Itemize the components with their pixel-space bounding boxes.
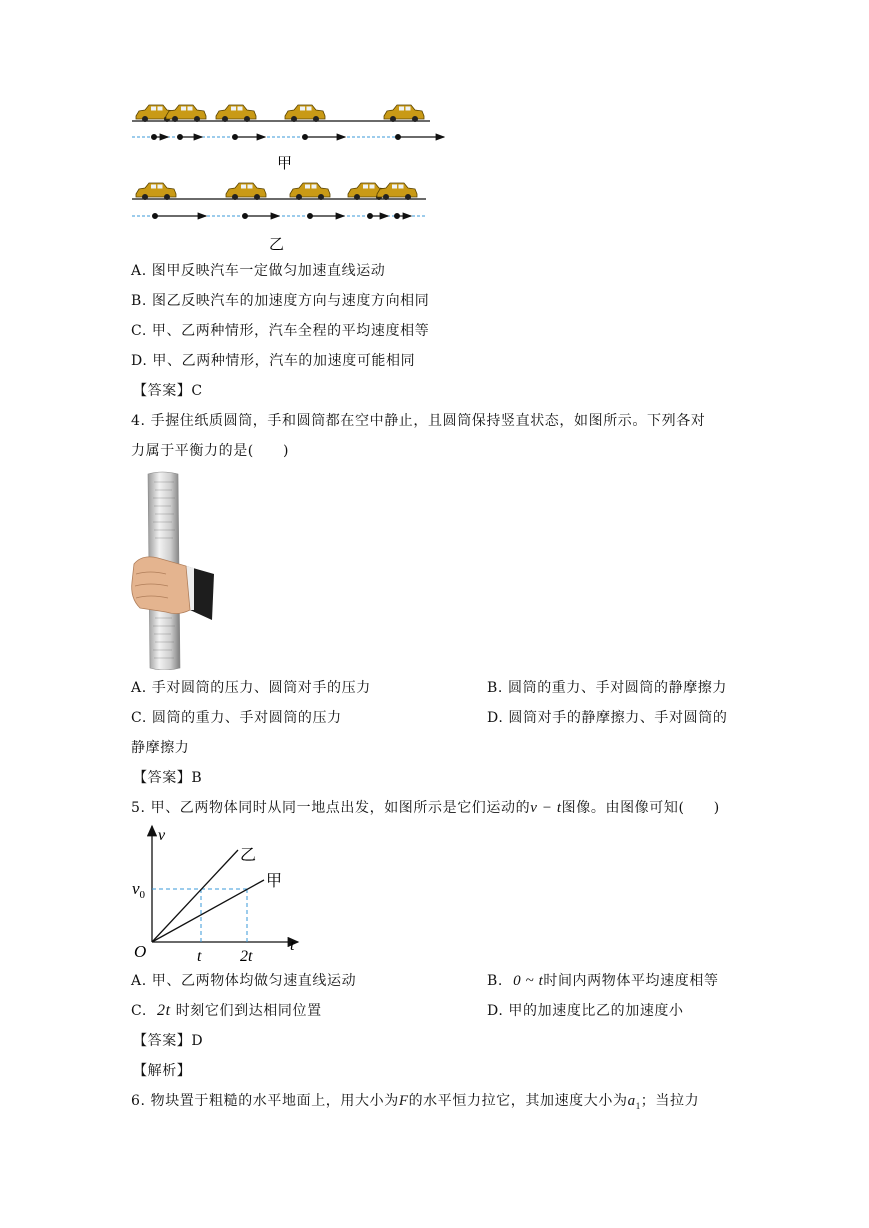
q4-option-d: D. 圆筒对手的静摩擦力、手对圆筒的 <box>487 710 728 726</box>
axis-t-label: t <box>290 937 295 954</box>
q6-stem: 6. 物块置于粗糙的水平地面上，用大小为F的水平恒力拉它，其加速度大小为$a_1$；当拉力 <box>131 1093 700 1111</box>
q4-stem-line1: 4. 手握住纸质圆筒，手和圆筒都在空中静止，且圆筒保持竖直状态，如图所示。下列各对 <box>131 413 706 429</box>
q5-answer: 【答案】D <box>133 1033 204 1049</box>
q4-stem-line2: 力属于平衡力的是( ) <box>131 443 290 459</box>
q5-stem-prefix: 5. 甲、乙两物体同时从同一地点出发，如图所示是它们运动的 <box>131 800 531 816</box>
axis-v-label: v <box>158 827 166 844</box>
q6-force-symbol: F <box>398 1093 409 1109</box>
line-yi-label: 乙 <box>240 847 257 864</box>
q4-option-b: B. 圆筒的重力、手对圆筒的静摩擦力 <box>487 680 727 696</box>
q3-option-a: A. 图甲反映汽车一定做匀加速直线运动 <box>131 263 386 279</box>
tick-t-label: t <box>197 948 202 965</box>
line-yi <box>152 850 238 942</box>
v0-label: $v_0$ <box>132 879 146 901</box>
q5-option-b-math: 0 ~ t <box>513 973 544 989</box>
q3-answer: 【答案】C <box>133 383 203 399</box>
q5-stem-suffix: 图像。由图像可知( ) <box>561 800 720 816</box>
q3-option-b: B. 图乙反映汽车的加速度方向与速度方向相同 <box>131 293 430 309</box>
origin-label: O <box>134 942 147 961</box>
vt-graph-figure <box>130 822 310 970</box>
q5-option-b: B. 0 ~ t时间内两物体平均速度相等 <box>487 973 719 989</box>
q5-option-d: D. 甲的加速度比乙的加速度小 <box>487 1003 684 1019</box>
hand-holding-tube-figure <box>128 470 218 670</box>
car-motion-diagram <box>130 100 450 256</box>
q5-analysis: 【解析】 <box>133 1063 192 1079</box>
q3-option-c: C. 甲、乙两种情形，汽车全程的平均速度相等 <box>131 323 430 339</box>
hand-tube-image <box>128 470 218 670</box>
vt-graph <box>130 822 310 970</box>
line-jia-label: 甲 <box>266 873 283 890</box>
label-jia: 甲 <box>277 156 293 172</box>
q4-option-a: A. 手对圆筒的压力、圆筒对手的压力 <box>131 680 371 696</box>
q6-accel-symbol: $a_1$ <box>627 1093 641 1111</box>
label-yi: 乙 <box>269 237 285 253</box>
q5-stem <box>131 797 720 819</box>
q5-option-a: A. 甲、乙两物体均做匀速直线运动 <box>131 973 357 989</box>
car-motion-figure <box>130 100 450 256</box>
q5-option-c-math: 2t <box>156 1002 171 1019</box>
q5-stem-math: v − t <box>530 800 562 816</box>
q4-option-c: C. 圆筒的重力、手对圆筒的压力 <box>131 710 342 726</box>
q5-option-c: C. 2t 时刻它们到达相同位置 <box>131 1002 322 1019</box>
tick-2t-label: 2t <box>240 948 253 965</box>
q4-answer: 【答案】B <box>133 770 203 786</box>
q4-option-d-continued: 静摩擦力 <box>131 740 190 756</box>
q3-option-d: D. 甲、乙两种情形，汽车的加速度可能相同 <box>131 353 416 369</box>
